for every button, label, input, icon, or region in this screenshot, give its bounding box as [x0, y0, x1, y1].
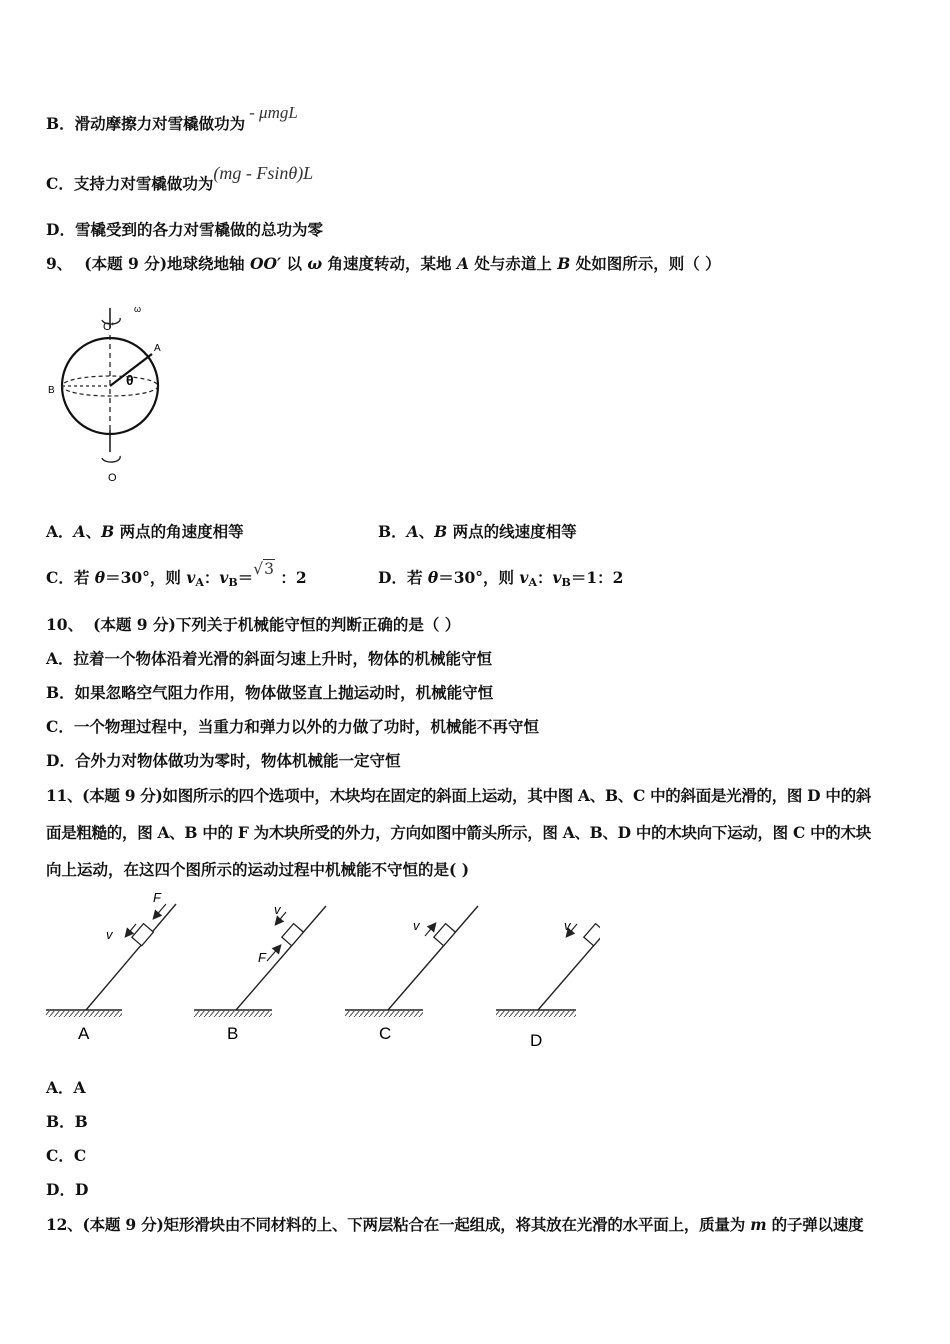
ratio-colon: ： [203, 568, 220, 587]
q8-option-d [46, 219, 323, 241]
option-text: 支持力对雪橇做功为 [73, 174, 214, 193]
stem-text: 地球绕地轴 [167, 254, 250, 273]
option-text: 合外力对物体做功为零时，物体机械能一定守恒 [74, 751, 401, 770]
block [434, 924, 456, 946]
separator: 、 [85, 522, 102, 541]
q8-option-b [46, 103, 298, 135]
option-label: B． [46, 1112, 75, 1131]
earth-rotation-figure [44, 290, 184, 494]
option-label: B． [46, 683, 75, 702]
point-a: A [406, 522, 419, 541]
q9-option-a [46, 521, 244, 543]
incline-figures [40, 890, 600, 1059]
option-label: C． [46, 568, 74, 587]
option-text: C [73, 1146, 87, 1165]
option-text: 若 [73, 568, 95, 587]
block [282, 924, 304, 946]
force-arrow-icon [154, 904, 166, 918]
q12-stem [46, 1214, 863, 1236]
q11-stem-line3 [46, 859, 469, 881]
option-text: 如果忽略空气阻力作用，物体做竖直上抛运动时，机械能守恒 [74, 683, 494, 702]
stem-text: 向上运动，在这四个图所示的运动过程中机械能不守恒的是( ) [46, 860, 470, 879]
option-label: B． [46, 114, 75, 133]
option-text: A [73, 1078, 86, 1097]
option-text: 两点的角速度相等 [114, 522, 244, 541]
block [132, 924, 154, 946]
question-number: 9、 [46, 254, 73, 273]
label-a: A [154, 343, 161, 354]
separator: 、 [418, 522, 435, 541]
force-label: F [153, 890, 161, 905]
stem-text: 矩形滑块由不同材料的上、下两层粘合在一起组成，将其放在光滑的水平面上，质量为 [163, 1215, 751, 1234]
figure-label-b: B [227, 1024, 239, 1043]
option-text: B [74, 1112, 88, 1131]
option-text: 一个物理过程中，当重力和弹力以外的力做了功时，机械能不再守恒 [73, 717, 539, 736]
omega-symbol: ω [307, 254, 323, 273]
question-tag: (本题 9 分) [82, 1215, 164, 1234]
velocity-symbol: v [552, 568, 562, 587]
label-theta: θ [126, 372, 134, 388]
incline-line [388, 906, 478, 1010]
option-formula: - μmgL [249, 103, 298, 122]
q8-option-c [46, 163, 314, 195]
velocity-label: v [106, 927, 113, 942]
option-text: ＝30°，则 [438, 568, 520, 587]
option-text: D [74, 1180, 89, 1199]
option-label: D． [46, 751, 75, 770]
q9-option-c [46, 560, 307, 594]
force-arrow-icon [267, 946, 280, 961]
question-number: 10、 [46, 615, 84, 634]
question-tag: (本题 9 分) [82, 786, 163, 805]
label-omega: ω [134, 304, 142, 314]
option-text: 两点的线速度相等 [447, 522, 577, 541]
q10-stem [46, 614, 460, 636]
label-o: O [108, 472, 117, 484]
theta-symbol: θ [427, 568, 439, 587]
option-text: ＝1：2 [570, 568, 624, 587]
option-label: C． [46, 1146, 74, 1165]
velocity-label: v [413, 918, 420, 933]
subscript-a: A [195, 576, 204, 589]
label-o-prime: O′ [103, 321, 114, 333]
question-number: 11、 [46, 786, 83, 805]
option-label: C． [46, 174, 74, 193]
stem-text: 如图所示的四个选项中，木块均在固定的斜面上运动，其中图 A、B、C 中的斜面是光滑的，图 D 中的斜 [162, 786, 872, 805]
option-text: ：2 [275, 568, 307, 587]
point-b: B [434, 522, 448, 541]
stem-text: 以 [281, 254, 308, 273]
option-label: D． [46, 220, 75, 239]
incline-figure-a [46, 890, 176, 1043]
block [584, 924, 600, 946]
velocity-symbol: v [519, 568, 529, 587]
option-label: A． [46, 649, 74, 668]
q11-option-d [46, 1179, 88, 1201]
label-b: B [48, 385, 55, 396]
incline-line [236, 906, 326, 1010]
option-label: C． [46, 717, 74, 736]
axis-label: OO′ [249, 254, 282, 273]
q11-stem-line2 [46, 822, 871, 844]
q10-option-b [46, 682, 493, 704]
q11-option-c [46, 1145, 86, 1167]
option-text: 雪橇受到的各力对雪橇做的总功为零 [74, 220, 323, 239]
option-text: ＝30°，则 [105, 568, 187, 587]
q11-stem-line1 [46, 785, 871, 807]
figure-label-c: C [379, 1024, 392, 1043]
point-b: B [557, 254, 571, 273]
q10-option-d [46, 750, 400, 772]
incline-figure-d [496, 906, 600, 1050]
velocity-symbol: v [219, 568, 229, 587]
option-label: A． [46, 1078, 74, 1097]
rotation-arrow-icon [102, 456, 120, 462]
stem-text: 处与赤道上 [468, 254, 558, 273]
option-label: D． [46, 1180, 75, 1199]
theta-symbol: θ [94, 568, 106, 587]
question-tag: (本题 9 分) [93, 615, 176, 634]
question-tag: (本题 9 分) [84, 254, 168, 273]
point-a: A [73, 522, 86, 541]
incline-figure-b [194, 902, 326, 1043]
q9-option-d [378, 567, 623, 594]
equals-sign: ＝ [237, 568, 254, 587]
stem-text: 面是粗糙的，图 A、B 中的 F 为木块所受的外力，方向如图中箭头所示，图 A、B、D 中的木块向下运动，图 C 中的木块 [46, 823, 871, 842]
option-formula: (mg - Fsinθ)L [213, 163, 314, 183]
q11-option-a [46, 1077, 86, 1099]
option-label: B． [378, 522, 407, 541]
question-number: 12、 [46, 1215, 83, 1234]
option-text: 滑动摩擦力对雪橇做功为 [74, 114, 246, 133]
subscript-a: A [528, 576, 537, 589]
incline-line [86, 904, 176, 1010]
velocity-label: v [564, 918, 571, 933]
mass-symbol: m [750, 1215, 767, 1234]
option-label: A． [46, 522, 74, 541]
velocity-arrow-icon [425, 924, 435, 936]
option-text: 拉着一个物体沿着光滑的斜面匀速上升时，物体的机械能守恒 [73, 649, 493, 668]
q9-option-b [378, 521, 577, 543]
ratio-colon: ： [536, 568, 553, 587]
q10-option-c [46, 716, 539, 738]
figure-label-a: A [78, 1024, 90, 1043]
subscript-b: B [561, 576, 571, 589]
subscript-b: B [228, 576, 238, 589]
q11-option-b [46, 1111, 88, 1133]
stem-text: 处如图所示，则（ ） [570, 254, 721, 273]
stem-text: 下列关于机械能守恒的判断正确的是（ ） [175, 615, 461, 634]
point-a: A [456, 254, 469, 273]
velocity-label: v [274, 902, 281, 917]
sqrt-radicand: 3 [264, 560, 274, 578]
option-text: 若 [406, 568, 428, 587]
stem-text: 角速度转动，某地 [322, 254, 457, 273]
sqrt-expression: √3 [253, 560, 274, 578]
figure-label-d: D [530, 1031, 543, 1050]
velocity-symbol: v [186, 568, 196, 587]
point-b: B [101, 522, 115, 541]
force-label: F [258, 950, 266, 965]
incline-figure-c [345, 906, 478, 1043]
stem-text: 的子弹以速度 [766, 1215, 864, 1234]
option-label: D． [378, 568, 407, 587]
q9-stem [46, 253, 721, 275]
q10-option-a [46, 648, 492, 670]
